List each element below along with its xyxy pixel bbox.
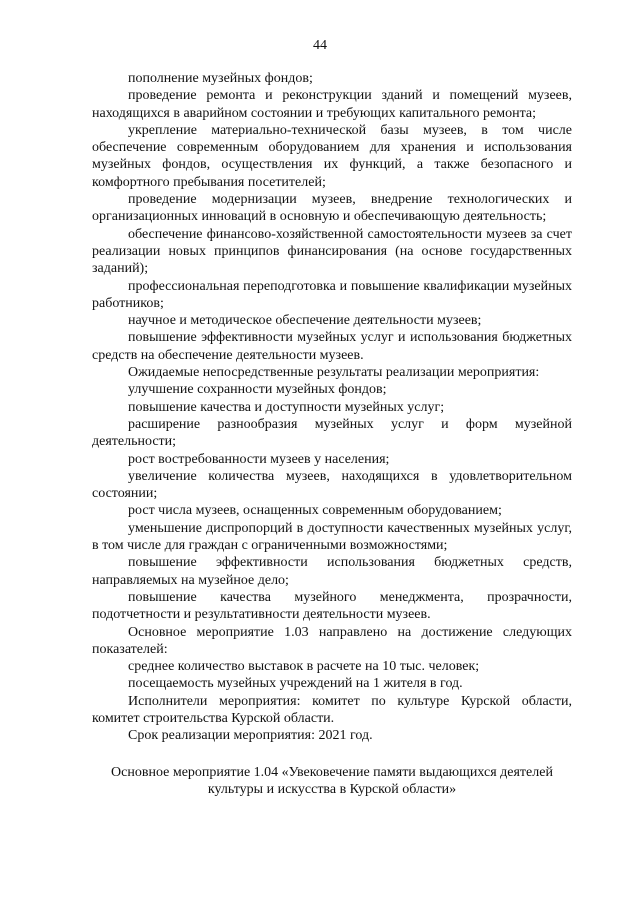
paragraph: расширение разнообразия музейных услуг и форм музейной деятельности; <box>92 416 572 450</box>
paragraph: рост числа музеев, оснащенных современным оборудованием; <box>128 503 502 519</box>
paragraph: научное и методическое обеспечение деятельности музеев; <box>128 313 482 329</box>
paragraph: Основное мероприятие 1.03 направлено на достижение следующих показателей: <box>92 624 572 657</box>
paragraph: улучшение сохранности музейных фондов; <box>128 382 387 398</box>
paragraph: проведение ремонта и реконструкции зданий и помещений музеев, находящихся в аварийном состоянии и требующих капитального ремонта; <box>92 88 572 121</box>
paragraph: посещаемость музейных учреждений на 1 жителя в год. <box>128 676 463 692</box>
paragraph: среднее количество выставок в расчете на 10 тыс. человек; <box>128 659 480 675</box>
paragraph: повышение эффективности использования бюджетных средств, направляемых на музейное дело; <box>92 555 572 588</box>
document-body <box>92 70 572 798</box>
paragraph: профессиональная переподготовка и повышение квалификации музейных работников; <box>92 278 572 311</box>
paragraph: рост востребованности музеев у населения; <box>128 451 390 467</box>
paragraph: повышение качества и доступности музейных услуг; <box>128 399 445 415</box>
paragraph: обеспечение финансово-хозяйственной самостоятельности музеев за счет реализации новых принципов финансирования (на основе государственных заданий); <box>92 226 572 277</box>
paragraph: Срок реализации мероприятия: 2021 год. <box>128 728 373 744</box>
paragraph: Ожидаемые непосредственные результаты реализации мероприятия: <box>128 365 540 381</box>
paragraph: увеличение количества музеев, находящихся в удовлетворительном состоянии; <box>92 468 572 502</box>
page-number: 44 <box>313 38 327 53</box>
section-spacer <box>92 745 572 764</box>
paragraph: Исполнители мероприятия: комитет по культуре Курской области, комитет строительства Курской области. <box>92 693 572 726</box>
paragraph: укрепление материально-технической базы музеев, в том числе обеспечение современным оборудованием для хранения и использования музейных фондов, осуществления их функций, а также безопасного и комфортного пребывания посетителей; <box>92 122 572 190</box>
paragraph: проведение модернизации музеев, внедрение технологических и организационных инноваций в основную и обеспечивающую деятельность; <box>92 192 572 225</box>
section-heading: Основное мероприятие 1.04 «Увековечение памяти выдающихся деятелей культуры и искусства в Курской области» <box>111 764 553 797</box>
paragraph: уменьшение диспропорций в доступности качественных музейных услуг, в том числе для граждан с ограниченными возможностями; <box>92 520 572 554</box>
paragraph: повышение эффективности музейных услуг и использования бюджетных средств на обеспечение деятельности музеев. <box>92 330 572 363</box>
paragraph: пополнение музейных фондов; <box>128 71 313 86</box>
paragraph: повышение качества музейного менеджмента, прозрачности, подотчетности и результативности деятельности музеев. <box>92 589 572 623</box>
